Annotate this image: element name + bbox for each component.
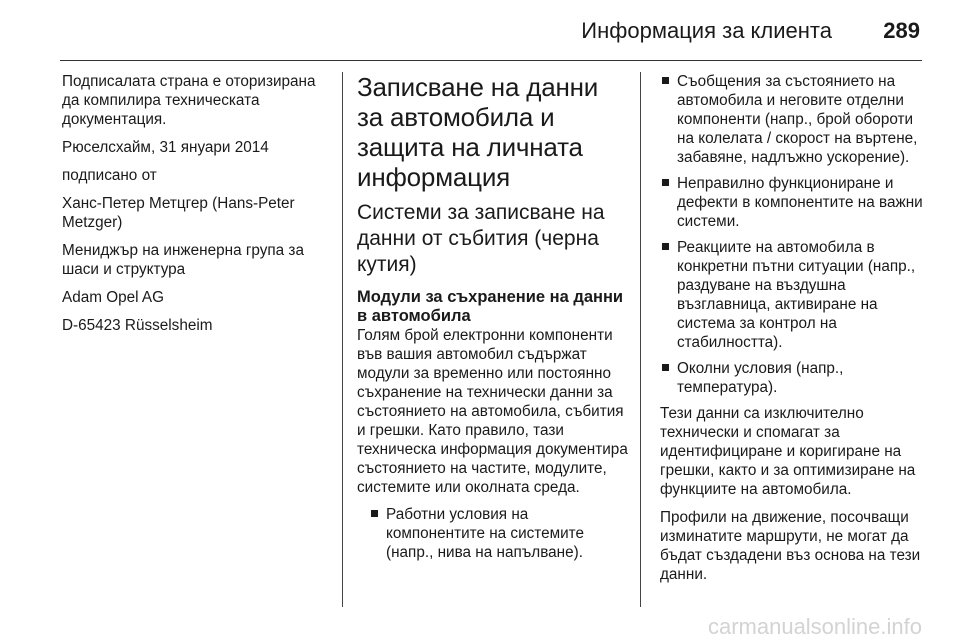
list-item: [369, 505, 629, 562]
paragraph: D-65423 Rüsselsheim: [62, 317, 213, 334]
column-divider-1: [342, 72, 343, 607]
paragraph: Голям брой електронни компоненти във вашия автомобил съдържат модули за временно или постоянно съхранение на технически данни за състоянието на автомобила, събития и грешки. Като правило, тази техническа информация документира състоянието на частите, модулите, системите или околната среда.: [357, 327, 628, 496]
page-number: 289: [883, 18, 920, 43]
list-item: [660, 174, 928, 231]
paragraph: Adam Opel AG: [62, 289, 165, 306]
list-item: [660, 238, 928, 352]
square-bullet-icon: [662, 77, 669, 84]
paragraph: Ханс-Петер Метцгер (Hans-Peter Metzger): [62, 195, 295, 231]
header-rule: [60, 60, 922, 61]
column-divider-2: [640, 72, 641, 607]
column-left: [62, 72, 330, 344]
square-bullet-icon: [662, 364, 669, 371]
list-item-text: Неправилно функциониране и дефекти в компонентите на важни системи.: [677, 175, 923, 230]
list-item-text: Работни условия на компонентите на системите (напр., нива на напълване).: [386, 506, 585, 561]
subsection-heading: Системи за записване на данни от събития (черна кутия): [357, 201, 605, 276]
paragraph: Рюселсхайм, 31 януари 2014: [62, 139, 269, 156]
watermark: carmanualsonline.info: [707, 614, 922, 639]
column-middle: [357, 72, 629, 569]
list-item: [660, 72, 928, 167]
bullet-list: [660, 72, 928, 397]
list-item-text: Реакциите на автомобила в конкретни пътни ситуации (напр., раздуване на въздушна възглавница, активиране на система за контрол на стабилността).: [677, 239, 916, 351]
square-bullet-icon: [662, 179, 669, 186]
column-right: [660, 72, 928, 593]
paragraph: Профили на движение, посочващи изминатите маршрути, не могат да бъдат създадени въз основа на тези данни.: [660, 509, 921, 583]
paragraph: Тези данни са изключително технически и спомагат за идентифициране и коригиране на грешки, както и за оптимизиране на функциите на автомобила.: [660, 405, 916, 498]
square-bullet-icon: [371, 510, 378, 517]
bullet-list: [369, 505, 629, 562]
list-item: [660, 359, 928, 397]
paragraph: Подписалата страна е оторизирана да компилира техническата документация.: [62, 73, 316, 128]
header-title: Информация за клиента: [581, 18, 832, 43]
square-bullet-icon: [662, 243, 669, 250]
section-heading: Записване на данни за автомобила и защита на личната информация: [357, 72, 599, 192]
paragraph: Мениджър на инженерна група за шаси и структура: [62, 242, 304, 278]
list-item-text: Съобщения за състоянието на автомобила и неговите отделни компоненти (напр., брой обороти на колелата / скорост на въртене, забавяне, надлъжно ускорение).: [677, 73, 918, 166]
paragraph: подписано от: [62, 167, 157, 184]
minor-heading: Модули за съхранение на данни в автомобила: [357, 288, 624, 325]
list-item-text: Околни условия (напр., температура).: [677, 360, 844, 396]
